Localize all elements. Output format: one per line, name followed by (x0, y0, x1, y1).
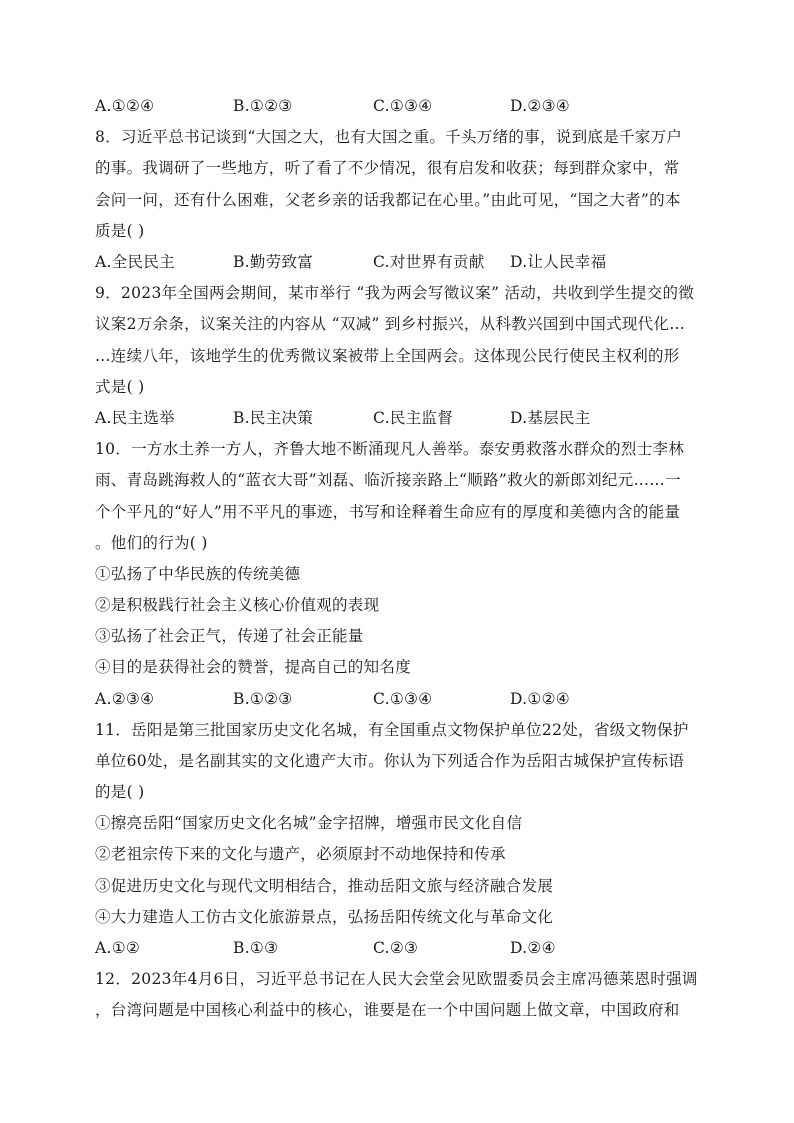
q12-stem-line-2: ，台湾问题是中国核心利益中的核心，谁要是在一个中国问题上做文章，中国政府和 (95, 1001, 680, 1019)
q12-stem-line-1: 12．2023年4月6日，习近平总书记在人民大会堂会见欧盟委员会主席冯德莱恩时强调 (95, 970, 698, 988)
q9-option-a[interactable]: A.民主选举 (95, 409, 175, 427)
q8-stem-line-2: 的事。我调研了一些地方，听了看了不少情况，很有启发和收获；每到群众家中，常 (95, 159, 680, 177)
q10-stem-line-3: 个个平凡的“好人”用不平凡的事迹，书写和诠释着生命应有的厚度和美德内含的能量 (95, 503, 681, 521)
q7-option-a[interactable]: A.①②④ (95, 97, 155, 115)
q10-item-3: ③弘扬了社会正气，传递了社会正能量 (95, 627, 364, 645)
q11-item-2: ②老祖宗传下来的文化与遗产，必须原封不动地保持和传承 (95, 845, 506, 863)
q8-stem-line-4: 质是( ) (95, 222, 145, 240)
q11-item-4: ④大力建造人工仿古文化旅游景点，弘扬岳阳传统文化与革命文化 (95, 908, 554, 926)
q10-option-b[interactable]: B.①②③ (233, 690, 293, 708)
q10-item-4: ④目的是获得社会的赞誉，提高自己的知名度 (95, 658, 412, 676)
q10-option-a[interactable]: A.②③④ (95, 690, 155, 708)
q8-stem-line-1: 8．习近平总书记谈到“大国之大，也有大国之重。千头万绪的事，说到底是千家万户 (95, 128, 683, 146)
q8-option-c[interactable]: C.对世界有贡献 (373, 253, 485, 271)
q8-option-d[interactable]: D.让人民幸福 (510, 253, 607, 271)
q9-stem-line-2: 议案2万余条，议案关注的内容从 “双减” 到乡村振兴，从科教兴国到中国式现代化… (95, 315, 686, 333)
q11-option-a[interactable]: A.①② (95, 939, 141, 957)
q9-stem-line-4: 式是( ) (95, 378, 145, 396)
q10-item-2: ②是积极践行社会主义核心价值观的表现 (95, 596, 380, 614)
q11-stem-line-1: 11．岳阳是第三批国家历史文化名城，有全国重点文物保护单位22处，省级文物保护 (95, 721, 689, 739)
q10-stem-line-1: 10．一方水土养一方人，齐鲁大地不断涌现凡人善举。泰安勇救落水群众的烈士李林 (95, 440, 685, 458)
q9-stem-line-1: 9．2023年全国两会期间，某市举行 “我为两会写徵议案” 活动，共收到学生提交的徵 (95, 284, 695, 302)
q10-option-c[interactable]: C.①③④ (373, 690, 433, 708)
q11-option-b[interactable]: B.①③ (233, 939, 279, 957)
q11-item-1: ①擦亮岳阳“国家历史文化名城”金字招牌，增强市民文化自信 (95, 814, 523, 832)
q8-stem-line-3: 会问一问，还有什么困难，父老乡亲的话我都记在心里。”由此可见，“国之大者”的本 (95, 191, 681, 209)
q10-item-1: ①弘扬了中华民族的传统美德 (95, 565, 301, 583)
q8-option-a[interactable]: A.全民民主 (95, 253, 175, 271)
q9-option-c[interactable]: C.民主监督 (373, 409, 454, 427)
q11-option-c[interactable]: C.②③ (373, 939, 419, 957)
q10-stem-line-4: 。他们的行为( ) (95, 534, 208, 552)
q11-option-d[interactable]: D.②④ (510, 939, 556, 957)
q9-option-b[interactable]: B.民主决策 (233, 409, 314, 427)
q10-stem-line-2: 雨、青岛跳海救人的“蓝衣大哥”刘磊、临沂接亲路上“顺路”救火的新郎刘纪元……一 (95, 471, 681, 489)
q11-stem-line-2: 单位60处，是名副其实的文化遗产大市。你认为下列适合作为岳阳古城保护宣传标语 (95, 752, 685, 770)
q7-option-d[interactable]: D.②③④ (510, 97, 570, 115)
q7-option-b[interactable]: B.①②③ (233, 97, 293, 115)
q10-option-d[interactable]: D.①②④ (510, 690, 570, 708)
q11-stem-line-3: 的是( ) (95, 783, 145, 801)
q9-option-d[interactable]: D.基层民主 (510, 409, 591, 427)
q11-item-3: ③促进历史文化与现代文明相结合，推动岳阳文旅与经济融合发展 (95, 877, 554, 895)
q7-option-c[interactable]: C.①③④ (373, 97, 433, 115)
q8-option-b[interactable]: B.勤劳致富 (233, 253, 314, 271)
q9-stem-line-3: …连续八年，该地学生的优秀微议案被带上全国两会。这体现公民行使民主权利的形 (95, 347, 680, 365)
